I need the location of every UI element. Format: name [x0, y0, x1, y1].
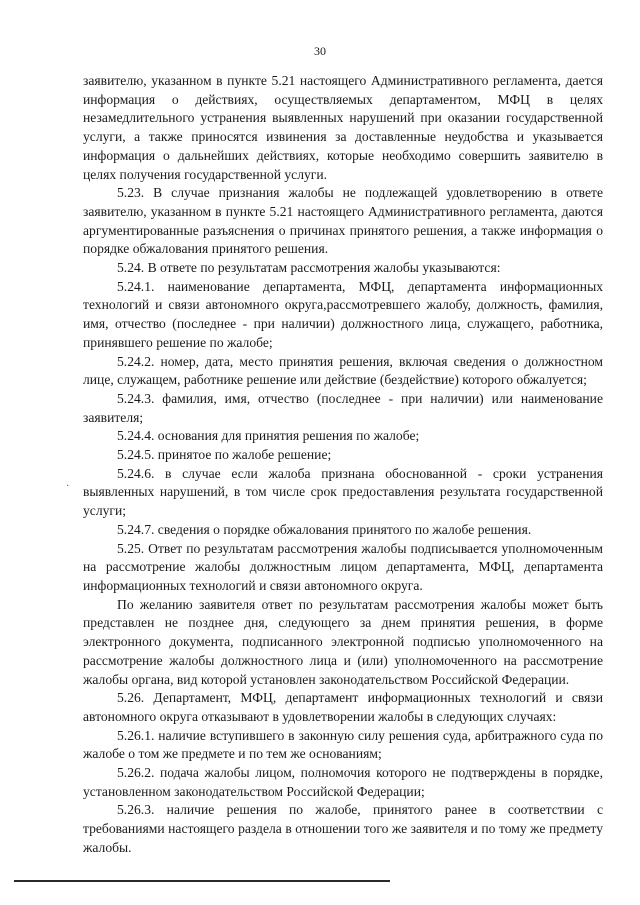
paragraph-5-24: 5.24. В ответе по результатам рассмотрения жалобы указываются:: [117, 260, 501, 276]
paragraph-5-25: 5.25. Ответ по результатам рассмотрения жалобы подписывается уполномоченным на рассмотрение жалобы должностным лицом департамента, МФЦ, департамента информационных технологий и связи автономного округа.: [83, 540, 603, 593]
paragraph-5-24-1: 5.24.1. наименование департамента, МФЦ, департамента информационных технологий и связи автономного округа,рассмотревшего жалобу, должность, фамилия, имя, отчество (последнее - при наличии) должностного лица, служащего, работника, принявшего решение по жалобе;: [83, 278, 603, 350]
paragraph-5-24-7: 5.24.7. сведения о порядке обжалования принятого по жалобе решения.: [117, 521, 532, 537]
page-number: 30: [314, 44, 326, 58]
paragraph-electronic-answer: По желанию заявителя ответ по результатам рассмотрения жалобы может быть представлен не позднее дня, следующего за днем принятия решения, в форме электронного документа, подписанного электронной подписью уполномоченного на рассмотрение жалобы должностного лица и (или) уполномоченного на рассмотрение жалобы органа, вид которой установлен законодательством Российской Федерации.: [83, 596, 603, 687]
margin-mark: ·: [66, 481, 70, 492]
paragraph-5-26: 5.26. Департамент, МФЦ, департамент информационных технологий и связи автономного округа отказывают в удовлетворении жалобы в следующих случаях:: [83, 690, 603, 724]
paragraph-5-24-3: 5.24.3. фамилия, имя, отчество (последнее - при наличии) или наименование заявителя;: [83, 390, 603, 425]
paragraph: заявителю, указанном в пункте 5.21 настоящего Административного регламента, дается информация о действиях, осуществляемых департаментом, МФЦ в целях незамедлительного устранения выявленных нарушений при оказании государственной услуги, а также приносятся извинения за доставленные неудобства и указывается информация о дальнейших действиях, которые необходимо совершить заявителю в целях получения государственной услуги.: [83, 73, 603, 182]
paragraph-5-24-6: 5.24.6. в случае если жалоба признана обоснованной - сроки устранения выявленных нарушений, в том числе срок предоставления результата государственной услуги;: [83, 465, 603, 519]
paragraph-5-26-2: 5.26.2. подача жалобы лицом, полномочия которого не подтверждены в порядке, установленном законодательством Российской Федерации;: [83, 765, 603, 799]
paragraph-5-24-5: 5.24.5. принятое по жалобе решение;: [117, 447, 332, 463]
paragraph-5-26-3: 5.26.3. наличие решения по жалобе, принятого ранее в соответствии с требованиями настоящего раздела в отношении того же заявителя и по тому же предмету жалобы.: [83, 802, 603, 855]
paragraph-5-24-2: 5.24.2. номер, дата, место принятия решения, включая сведения о должностном лице, служащем, работнике решение или действие (бездействие) которого обжалуется;: [83, 353, 603, 388]
paragraph-5-26-1: 5.26.1. наличие вступившего в законную силу решения суда, арбитражного суда по жалобе о том же предмете и по тем же основаниям;: [83, 727, 603, 762]
paragraph-5-23: 5.23. В случае признания жалобы не подлежащей удовлетворению в ответе заявителю, указанном в пункте 5.21 настоящего Административного регламента, даются аргументированные разъяснения о причинах принятого решения, а также информация о порядке обжалования принятого решения.: [83, 185, 603, 257]
footer-rule: [14, 880, 390, 882]
document-body: [83, 72, 603, 858]
paragraph-5-24-4: 5.24.4. основания для принятия решения по жалобе;: [117, 428, 420, 444]
